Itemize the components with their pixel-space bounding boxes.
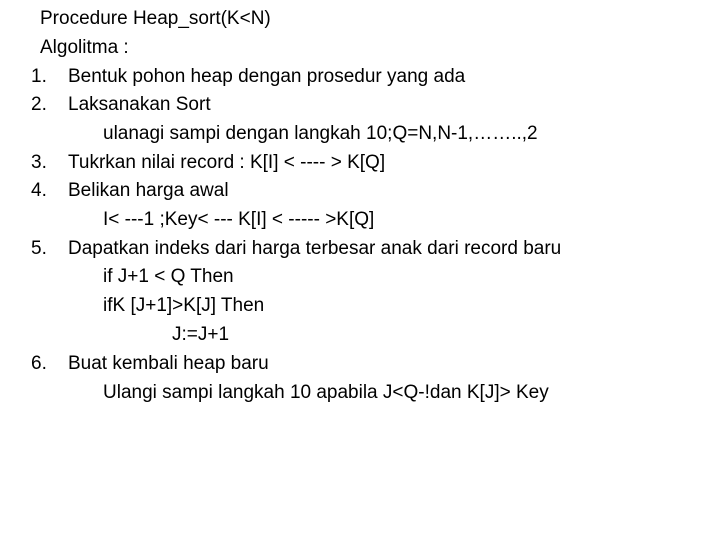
step-4-text: Belikan harga awal xyxy=(68,180,229,201)
procedure-heading: Procedure Heap_sort(K<N) xyxy=(40,8,271,29)
step-4-detail: I< ---1 ;Key< --- K[I] < ----- >K[Q] xyxy=(103,209,375,230)
step-3-text: Tukrkan nilai record : K[I] < ---- > K[Q] xyxy=(68,152,386,173)
step-5-number: 5. xyxy=(31,238,47,259)
step-2-number: 2. xyxy=(31,94,47,115)
step-4-number: 4. xyxy=(31,180,47,201)
step-6-number: 6. xyxy=(31,353,47,374)
step-1-number: 1. xyxy=(31,66,47,87)
step-5-detail-1: if J+1 < Q Then xyxy=(103,266,234,287)
step-5-detail-2: ifK [J+1]>K[J] Then xyxy=(103,295,265,316)
step-6-text: Buat kembali heap baru xyxy=(68,353,269,374)
step-5-text: Dapatkan indeks dari harga terbesar anak dari record baru xyxy=(68,238,562,259)
step-6-detail: Ulangi sampi langkah 10 apabila J<Q-!dan K[J]> Key xyxy=(103,382,549,403)
algorithm-label: Algolitma : xyxy=(40,37,129,58)
step-3-number: 3. xyxy=(31,152,47,173)
step-1-text: Bentuk pohon heap dengan prosedur yang ada xyxy=(68,66,466,87)
step-2-detail: ulanagi sampi dengan langkah 10;Q=N,N-1,……..,2 xyxy=(103,123,538,144)
step-5-detail-3: J:=J+1 xyxy=(172,324,230,345)
step-2-text: Laksanakan Sort xyxy=(68,94,211,115)
